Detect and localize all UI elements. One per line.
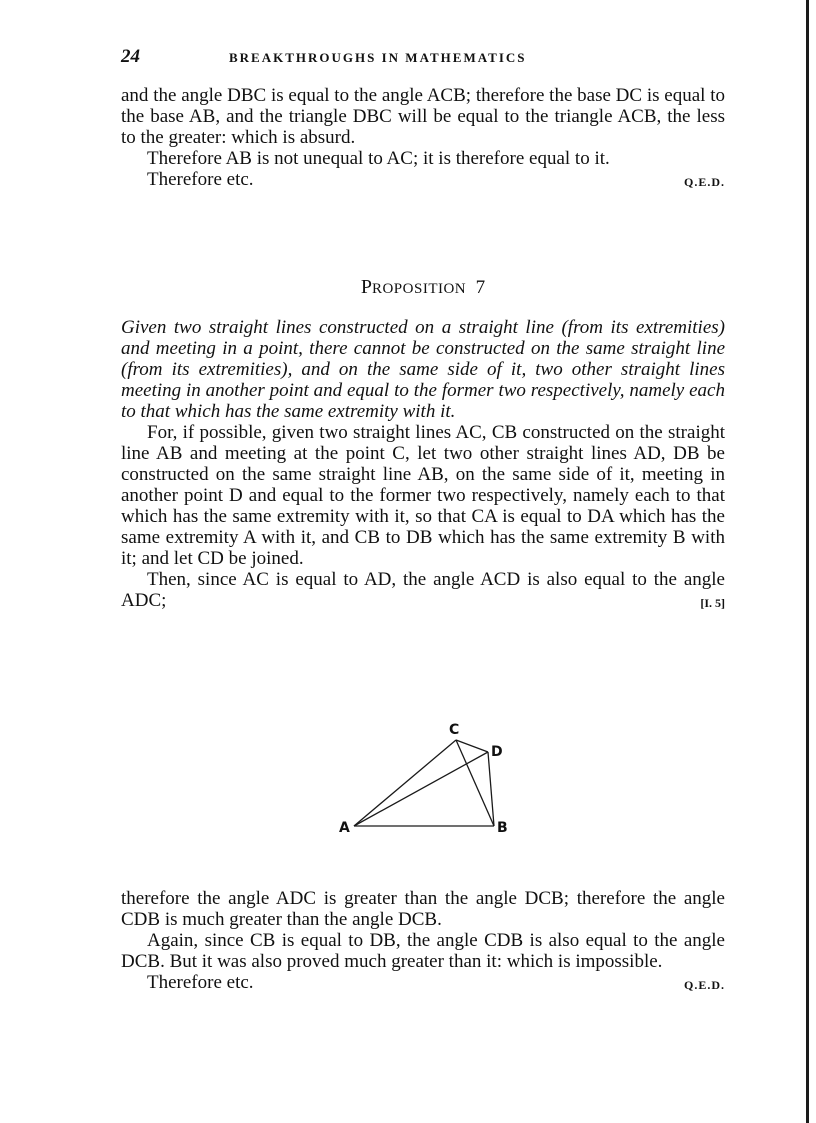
text-block-bottom <box>121 888 725 996</box>
page-edge-rule <box>806 0 809 1123</box>
proposition-number: 7 <box>475 277 486 298</box>
paragraph-text: Then, since AC is equal to AD, the angle ACD is also equal to the angle ADC; <box>121 569 725 611</box>
therefore-etc: Therefore etc. <box>147 972 254 993</box>
therefore-etc: Therefore etc. <box>147 169 254 190</box>
paragraph <box>121 169 725 190</box>
label-d: D <box>491 744 503 760</box>
triangle-diagram <box>326 716 526 846</box>
geometry-figure <box>326 716 526 846</box>
label-b: B <box>497 820 508 836</box>
running-title: BREAKTHROUGHS IN MATHEMATICS <box>229 50 527 65</box>
line-ad <box>354 752 488 826</box>
proposition-title <box>121 276 725 299</box>
page-header <box>121 46 725 76</box>
text-block-top <box>121 85 725 193</box>
proposition-title-initial: P <box>360 276 372 298</box>
paragraph <box>121 569 725 611</box>
qed-mark: Q.E.D. <box>683 175 725 189</box>
label-c: C <box>449 722 460 738</box>
paragraph <box>121 972 725 993</box>
paragraph: Therefore AB is not unequal to AC; it is therefore equal to it. <box>147 148 610 169</box>
proposition-statement: Given two straight lines constructed on a straight line (from its extremities) and meeting in a point, there cannot be constructed on the same straight line (from its extremities), and on the same side of it, two other straight lines meeting in another point and equal to the former two respectively, namely each to that which has the same extremity with it. <box>121 317 725 422</box>
proposition-title-rest: ROPOSITION <box>371 281 467 297</box>
label-a: A <box>339 820 350 836</box>
paragraph: therefore the angle ADC is greater than the angle DCB; therefore the angle CDB is much greater than the angle DCB. <box>121 888 725 930</box>
page-number: 24 <box>121 46 140 67</box>
paragraph: and the angle DBC is equal to the angle ACB; therefore the base DC is equal to the base AB, and the triangle DBC will be equal to the triangle ACB, the less to the greater: which is absurd. <box>121 85 725 148</box>
paragraph: For, if possible, given two straight lines AC, CB constructed on the straight line AB and meeting at the point C, let two other straight lines AD, DB be constructed on the same straight line AB, on the same side of it, meeting in another point D and equal to the former two respectively, namely each to that which has the same extremity with it, so that CA is equal to DA which has the same extremity A with it, and CB to DB which has the same extremity B with it; and let CD be joined. <box>121 422 725 569</box>
line-ac <box>354 740 456 826</box>
qed-mark: Q.E.D. <box>683 978 725 992</box>
text-block-proposition <box>121 317 725 614</box>
citation: [I. 5] <box>700 596 725 610</box>
paragraph: Again, since CB is equal to DB, the angle CDB is also equal to the angle DCB. But it was also proved much greater than it: which is impossible. <box>121 930 725 972</box>
